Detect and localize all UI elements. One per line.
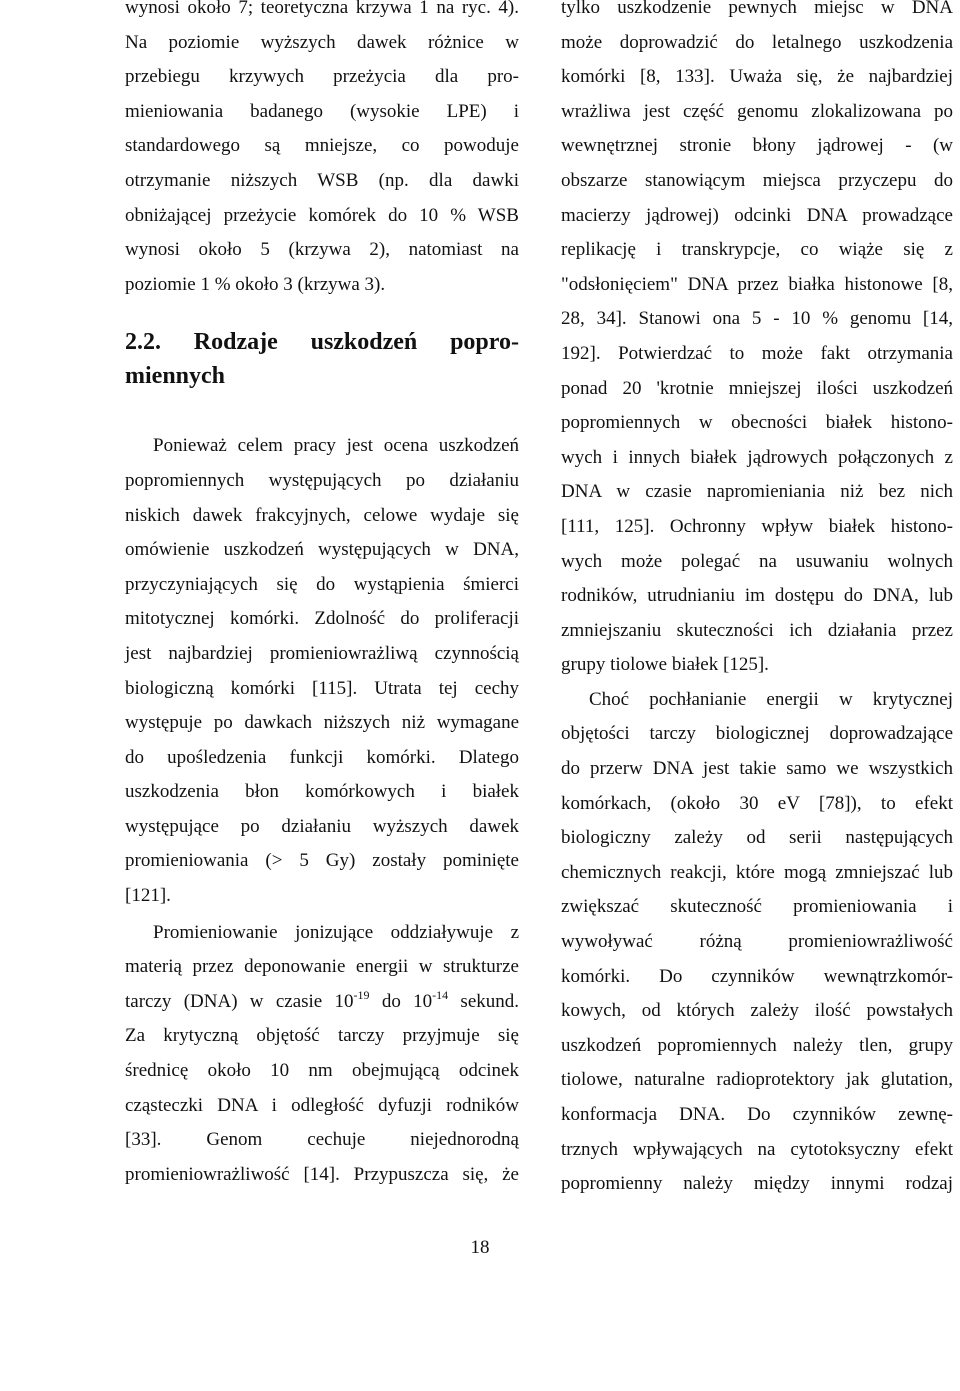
- time-text-before: tarczy (DNA) w czasie 10: [125, 990, 354, 1012]
- text-line: DNA w czasie napromieniania niż bez nich: [561, 481, 953, 503]
- text-line: występujące po działaniu wyższych dawek: [125, 815, 519, 837]
- text-line: promieniowania (> 5 Gy) zostały pominięte: [125, 850, 519, 872]
- text-line: "odsłonięciem" DNA przez białka histonowe [8,: [561, 273, 953, 295]
- text-line-time: [125, 985, 519, 1020]
- text-line: Choć pochłanianie energii w krytycznej: [589, 688, 953, 710]
- text-line: do upośledzenia funkcji komórki. Dlatego: [125, 746, 519, 768]
- text-line: wych może polegać na usuwaniu wolnych: [561, 550, 953, 572]
- text-line: komórki [8, 133]. Uważa się, że najbardziej: [561, 66, 953, 88]
- text-line: trznych wpływających na cytotoksyczny efekt: [561, 1138, 953, 1160]
- paragraph-pochlanianie-energii: [561, 683, 953, 1202]
- right-column: [561, 0, 953, 1202]
- text-line: [33]. Genom cechuje niejednorodną: [125, 1129, 519, 1151]
- text-line: Na poziomie wyższych dawek różnice w: [125, 31, 519, 53]
- text-line: uszkodzeń popromiennych należy tlen, grupy: [561, 1034, 953, 1056]
- text-line: obniżającej przeżycie komórek do 10 % WSB: [125, 204, 519, 226]
- text-line: promieniowrażliwość [14]. Przypuszcza się, że: [125, 1163, 519, 1185]
- text-line: zwiększać skuteczność promieniowania i: [561, 896, 953, 918]
- text-line: [121].: [125, 885, 171, 907]
- paragraph-promieniowanie-rest: [125, 1019, 519, 1192]
- text-line: 28, 34]. Stanowi ona 5 - 10 % genomu [14,: [561, 308, 953, 330]
- time-text-after: sekund.: [448, 990, 519, 1012]
- text-line: biologiczny zależy od serii następujących: [561, 827, 953, 849]
- text-line: niskich dawek frakcyjnych, celowe wydaje się: [125, 504, 519, 526]
- text-line: mitotycznej komórki. Zdolność do proliferacji: [125, 608, 519, 630]
- text-line: grupy tiolowe białek [125].: [561, 654, 769, 676]
- text-line: przebiegu krzywych przeżycia dla pro-: [125, 66, 519, 88]
- text-line: cząsteczki DNA i odległość dyfuzji rodników: [125, 1094, 519, 1116]
- text-line: wynosi około 7; teoretyczna krzywa 1 na ryc. 4).: [125, 0, 519, 18]
- time-exponent-2: -14: [432, 987, 449, 1002]
- text-line: obszarze stanowiącym miejsca przyczepu do: [561, 169, 953, 191]
- text-line: standardowego są mniejsze, co powoduje: [125, 135, 519, 157]
- text-line: mieniowania badanego (wysokie LPE) i: [125, 100, 519, 122]
- text-line: macierzy jądrowej) odcinki DNA prowadzące: [561, 204, 953, 226]
- paragraph-rodzaje: [125, 429, 519, 913]
- text-line: wynosi około 5 (krzywa 2), natomiast na: [125, 239, 519, 261]
- text-line: 192]. Potwierdzać to może fakt otrzymania: [561, 342, 953, 364]
- text-line: konformacja DNA. Do czynników zewnę-: [561, 1104, 953, 1125]
- text-line: średnicę około 10 nm obejmującą odcinek: [125, 1060, 519, 1082]
- text-line: Ponieważ celem pracy jest ocena uszkodzeń: [153, 435, 519, 457]
- text-line: przyczyniających się do wystąpienia śmierci: [125, 573, 519, 595]
- paragraph-promieniowanie: [125, 916, 519, 1193]
- section-heading-line-1: 2.2. Rodzaje uszkodzeń popro-: [125, 329, 519, 356]
- text-line: kowych, od których zależy ilość powstałych: [561, 1000, 953, 1022]
- text-line: ponad 20 'krotnie mniejszej ilości uszkodzeń: [561, 377, 953, 399]
- paragraph-intro: [125, 0, 519, 302]
- text-line: popromiennych w obecności białek histono-: [561, 412, 953, 434]
- text-line: chemicznych reakcji, które mogą zmniejszać lub: [561, 861, 953, 883]
- text-line: komórki. Do czynników wewnątrzkomór-: [561, 965, 953, 987]
- text-line: uszkodzenia błon komórkowych i białek: [125, 781, 519, 803]
- text-line: wewnętrznej stronie błony jądrowej - (w: [561, 135, 953, 157]
- text-line: popromienny należy między innymi rodzaj: [561, 1173, 953, 1195]
- text-line: tiolowe, naturalne radioprotektory jak glutation,: [561, 1069, 953, 1091]
- text-line: Promieniowanie jonizujące oddziaływuje z: [153, 921, 519, 943]
- text-line: biologiczną komórki [115]. Utrata tej cechy: [125, 677, 519, 699]
- text-line: wrażliwa jest część genomu zlokalizowana po: [561, 100, 953, 122]
- text-line: poziomie 1 % około 3 (krzywa 3).: [125, 273, 386, 295]
- text-line: wych i innych białek jądrowych połączonych z: [561, 446, 953, 468]
- text-line: może doprowadzić do letalnego uszkodzenia: [561, 31, 953, 53]
- section-heading: [125, 325, 519, 393]
- text-line: omówienie uszkodzeń występujących w DNA,: [125, 539, 519, 561]
- text-line: wywoływać różną promieniowrażliwość: [561, 931, 953, 953]
- text-line: występuje po dawkach niższych niż wymagane: [125, 712, 519, 734]
- text-line: objętości tarczy biologicznej doprowadzające: [561, 723, 953, 745]
- page-number: 18: [470, 1237, 490, 1258]
- text-line: tylko uszkodzenie pewnych miejsc w DNA: [561, 0, 953, 18]
- text-line: replikację i transkrypcje, co wiąże się z: [561, 239, 953, 261]
- text-line: Za krytyczną objętość tarczy przyjmuje się: [125, 1025, 519, 1047]
- text-line: zmniejszaniu skuteczności ich działania przez: [561, 619, 953, 641]
- left-column: [125, 0, 519, 1192]
- text-line: [111, 125]. Ochronny wpływ białek histono-: [561, 515, 953, 537]
- time-exponent-1: -19: [353, 987, 370, 1002]
- text-line: otrzymanie niższych WSB (np. dla dawki: [125, 169, 519, 191]
- text-line: do przerw DNA jest takie samo we wszystkich: [561, 758, 953, 780]
- text-line: materią przez deponowanie energii w strukturze: [125, 956, 519, 978]
- section-heading-line-2: miennych: [125, 363, 226, 390]
- paragraph-uszkodzenia-dna: [561, 0, 953, 683]
- time-text-middle: do 10: [369, 990, 433, 1012]
- text-line: komórkach, (około 30 eV [78]), to efekt: [561, 792, 953, 814]
- text-line: jest najbardziej promieniowrażliwą czynnością: [125, 642, 519, 664]
- text-line: rodników, utrudnianiu im dostępu do DNA, lub: [561, 585, 953, 607]
- text-line: popromiennych występujących po działaniu: [125, 469, 519, 491]
